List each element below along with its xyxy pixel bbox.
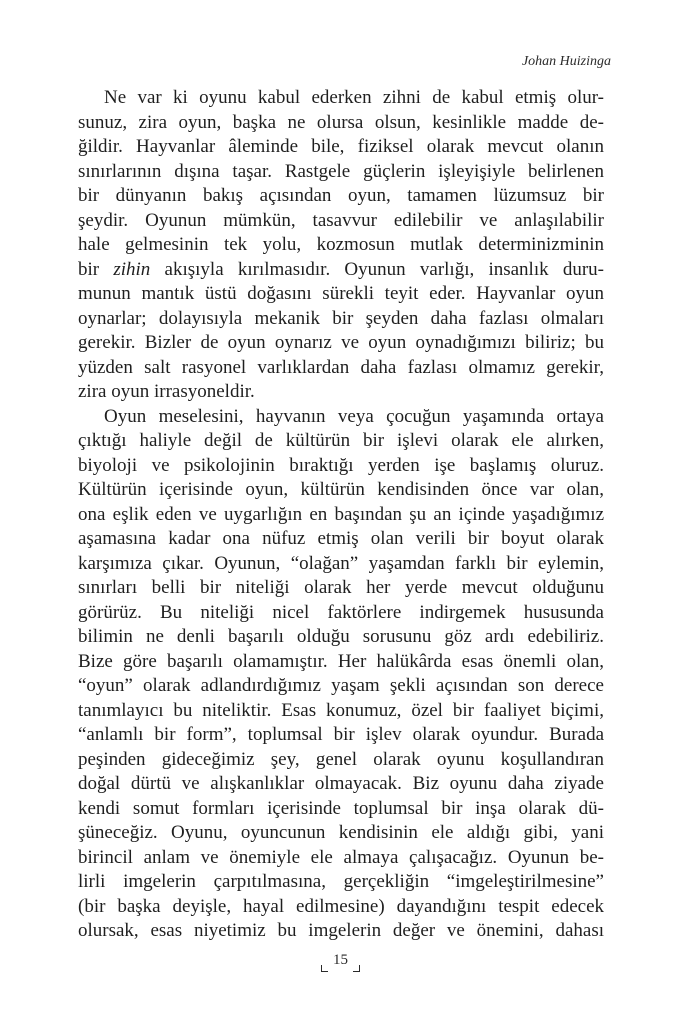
text-line: kendi somut formları içerisinde toplumsal bir inşa olarak dü-: [78, 797, 604, 819]
text-line: sunuz, zira oyun, başka ne olursa olsun, kesinlikle madde de-: [78, 111, 604, 133]
text-line: Oyun meselesini, hayvanın veya çocuğun yaşamında ortaya: [104, 405, 604, 427]
text-line: “oyun” olarak adlandırdığımız yaşam şekli açısından son derece: [78, 675, 604, 696]
text-line: Ne var ki oyunu kabul ederken zihni de kabul etmiş olur-: [104, 87, 604, 108]
page-footer: [0, 952, 681, 972]
text-line: bir dünyanın bakış açısından oyun, tamamen lüzumsuz bir: [78, 185, 604, 206]
text-line: hale gelmesinin tek yolu, kozmosun mutlak determinizminin: [78, 234, 604, 255]
text-line: lirli imgelerin çarpıtılmasına, gerçekliğin “imgeleştirilmesine”: [78, 871, 604, 892]
text-line: çıktığı haliyle değil de kültürün bir işlevi olarak ele alırken,: [78, 430, 604, 451]
text-line: şeydir. Oyunun mümkün, tasavvur edilebilir ve anlaşılabilir: [78, 209, 604, 231]
body-text: [78, 86, 604, 944]
text-line: aşamasına kadar ona nüfuz etmiş olan verili bir boyut olarak: [78, 528, 604, 549]
text-line: olursak, esas niyetimiz bu imgelerin değer ve önemini, dahası: [78, 920, 604, 941]
text-line: (bir başka deyişle, hayal edilmesine) dayandığını tespit edecek: [78, 895, 604, 917]
text-line: doğal dürtü ve alışkanlıklar olmayacak. Biz oyunu daha ziyade: [78, 773, 604, 794]
text-line: bilimin ne denli başarılı olduğu sorusunu göz ardı edebiliriz.: [78, 626, 604, 647]
text-line: görürüz. Bu niteliği nicel faktörlere indirgemek hususunda: [78, 601, 604, 623]
text-line: karşımıza çıkar. Oyunun, “olağan” yaşamdan farklı bir eylemin,: [78, 552, 604, 574]
page-number-mark: [321, 952, 360, 972]
text-line: ona eşlik eden ve uygarlığın en başından şu an içinde yaşadığımız: [78, 503, 604, 525]
paragraph: [78, 405, 604, 944]
text-line: oynarlar; dolayısıyla mekanik bir şeyden daha fazlası olmaları: [78, 307, 604, 329]
text-line: sınırları belli bir niteliği olarak her yerde mevcut olduğunu: [78, 577, 604, 598]
text-line: şüneceğiz. Oyunu, oyuncunun kendisinin ele aldığı gibi, yani: [78, 822, 604, 843]
text-line: peşinden gideceğimiz şey, genel olarak oyunu koşullandıran: [78, 748, 604, 770]
text-line: bir zihin akışıyla kırılmasıdır. Oyunun varlığı, insanlık duru-: [78, 258, 604, 280]
text-line: sınırlarının dışına taşar. Rastgele güçlerin işleyişiyle belirlenen: [78, 160, 604, 182]
text-line: munun mantık üstü doğasını sürekli teyit eder. Hayvanlar oyun: [78, 283, 604, 304]
text-line: zira oyun irrasyoneldir.: [78, 381, 255, 402]
text-line: birincil anlam ve önemiyle ele almaya çalışacağız. Oyunun be-: [78, 846, 604, 868]
text-line: Kültürün içerisinde oyun, kültürün kendisinden önce var olan,: [78, 479, 604, 500]
running-header-author: Johan Huizinga: [521, 54, 611, 69]
text-line: “anlamlı bir form”, toplumsal bir işlev olarak oyundur. Burada: [78, 724, 604, 745]
folio-tick-left: [321, 965, 328, 972]
folio-tick-right: [353, 965, 360, 972]
text-line: biyoloji ve psikolojinin bıraktığı yerden işe başlamış oluruz.: [78, 454, 604, 476]
text-line: Bize göre başarılı olamamıştır. Her halükârda esas önemli olan,: [78, 650, 604, 672]
emphasis: zihin: [113, 258, 151, 280]
text-line: gerekir. Bizler de oyun oynarız ve oyun oynadığımızı biliriz; bu: [78, 332, 604, 353]
paragraph: [78, 86, 604, 405]
text-line: yüzden salt rasyonel varlıklardan daha fazlası olmamız gerekir,: [78, 356, 604, 378]
text-line: tanımlayıcı bu niteliktir. Esas konumuz, özel bir faaliyet biçimi,: [78, 699, 604, 721]
text-line: ğildir. Hayvanlar âleminde bile, fiziksel olarak mevcut olanın: [78, 136, 604, 157]
page-number: 15: [333, 952, 348, 968]
